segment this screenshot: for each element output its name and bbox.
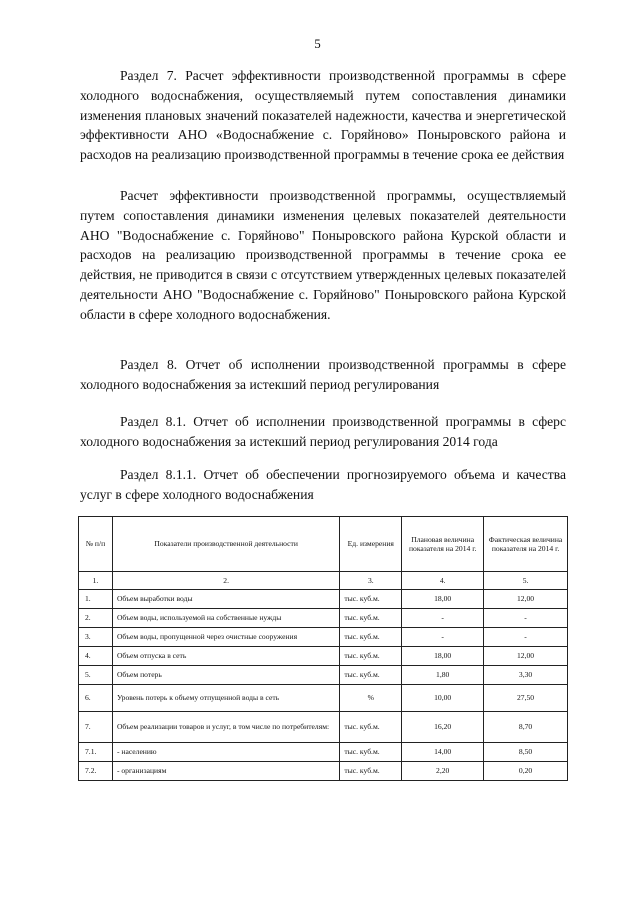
row-num: 5.	[79, 666, 113, 685]
row-indicator: - населению	[112, 743, 339, 762]
row-indicator: Объем отпуска в сеть	[112, 647, 339, 666]
row-fact: 8,50	[484, 743, 568, 762]
header-unit: Ед. измерения	[340, 517, 402, 572]
table-row	[79, 590, 568, 609]
table-row	[79, 609, 568, 628]
table-row	[79, 647, 568, 666]
section-7-text: Расчет эффективности производственной программы, осуществляемый путем сопоставления динамики изменения целевых показателей деятельности АНО "Водоснабжение с. Горяйново" Поныровского района Курской области и расходов на реализацию производственной программы в течение срока ее действия, не приводится в связи с отсутствием утвержденных целевых показателей деятельности АНО "Водоснабжение с. Горяйново" Поныровского района Курской области в сфере холодного водоснабжения.	[80, 188, 566, 322]
row-fact: 27,50	[484, 685, 568, 712]
row-num: 2.	[79, 609, 113, 628]
report-table	[78, 516, 568, 781]
row-unit: тыс. куб.м.	[340, 609, 402, 628]
section-8-1-1-heading: Раздел 8.1.1. Отчет об обеспечении прогнозируемого объема и качества услуг в сфере холодного водоснабжения	[80, 467, 566, 502]
table-row	[79, 743, 568, 762]
table-row	[79, 628, 568, 647]
row-plan: -	[402, 628, 484, 647]
row-num: 7.	[79, 712, 113, 743]
row-indicator: Объем потерь	[112, 666, 339, 685]
table-header-row	[79, 517, 568, 572]
row-unit: тыс. куб.м.	[340, 762, 402, 781]
header-plan: Плановая величина показателя на 2014 г.	[402, 517, 484, 572]
table-row	[79, 666, 568, 685]
row-num: 6.	[79, 685, 113, 712]
row-indicator: Объем реализации товаров и услуг, в том числе по потребителям:	[112, 712, 339, 743]
row-fact: 12,00	[484, 647, 568, 666]
row-plan: -	[402, 609, 484, 628]
row-plan: 2,20	[402, 762, 484, 781]
header-fact: Фактическая величина показателя на 2014 г.	[484, 517, 568, 572]
table-row	[79, 712, 568, 743]
row-num: 3.	[79, 628, 113, 647]
row-unit: тыс. куб.м.	[340, 628, 402, 647]
row-indicator: Объем воды, пропущенной через очистные сооружения	[112, 628, 339, 647]
row-unit: %	[340, 685, 402, 712]
index-cell: 2.	[112, 572, 339, 590]
row-plan: 16,20	[402, 712, 484, 743]
row-fact: 3,30	[484, 666, 568, 685]
header-num: № п/п	[79, 517, 113, 572]
index-cell: 3.	[340, 572, 402, 590]
index-cell: 1.	[79, 572, 113, 590]
row-num: 7.1.	[79, 743, 113, 762]
table-row	[79, 762, 568, 781]
row-fact: -	[484, 628, 568, 647]
page-number: 5	[314, 36, 321, 51]
row-unit: тыс. куб.м.	[340, 712, 402, 743]
header-indicator: Показатели производственной деятельности	[112, 517, 339, 572]
section-7-heading: Раздел 7. Расчет эффективности производственной программы в сфере холодного водоснабжения, осуществляемый путем сопоставления динамики изменения плановых значений показателей надежности, качества и энергетической эффективности АНО «Водоснабжение с. Горяйново» Поныровского района и расходов на реализацию производственной программы в течение срока ее действия	[80, 68, 566, 163]
row-unit: тыс. куб.м.	[340, 666, 402, 685]
row-fact: 8,70	[484, 712, 568, 743]
row-plan: 18,00	[402, 590, 484, 609]
row-num: 7.2.	[79, 762, 113, 781]
row-unit: тыс. куб.м.	[340, 647, 402, 666]
row-plan: 1,80	[402, 666, 484, 685]
table-index-row	[79, 572, 568, 590]
row-num: 4.	[79, 647, 113, 666]
row-unit: тыс. куб.м.	[340, 590, 402, 609]
table-row	[79, 685, 568, 712]
row-indicator: Объем воды, используемой на собственные нужды	[112, 609, 339, 628]
row-unit: тыс. куб.м.	[340, 743, 402, 762]
section-8-1-heading: Раздел 8.1. Отчет об исполнении производственной программы в сферс холодного водоснабжения за истекший период регулирования 2014 года	[80, 414, 566, 449]
section-8-heading: Раздел 8. Отчет об исполнении производственной программы в сфере холодного водоснабжения за истекший период регулирования	[80, 357, 566, 392]
row-num: 1.	[79, 590, 113, 609]
index-cell: 4.	[402, 572, 484, 590]
row-plan: 18,00	[402, 647, 484, 666]
index-cell: 5.	[484, 572, 568, 590]
row-fact: 12,00	[484, 590, 568, 609]
row-indicator: Уровень потерь к объему отпущенной воды в сеть	[112, 685, 339, 712]
row-plan: 14,00	[402, 743, 484, 762]
row-indicator: - организациям	[112, 762, 339, 781]
row-plan: 10,00	[402, 685, 484, 712]
row-fact: -	[484, 609, 568, 628]
row-indicator: Объем выработки воды	[112, 590, 339, 609]
row-fact: 0,20	[484, 762, 568, 781]
